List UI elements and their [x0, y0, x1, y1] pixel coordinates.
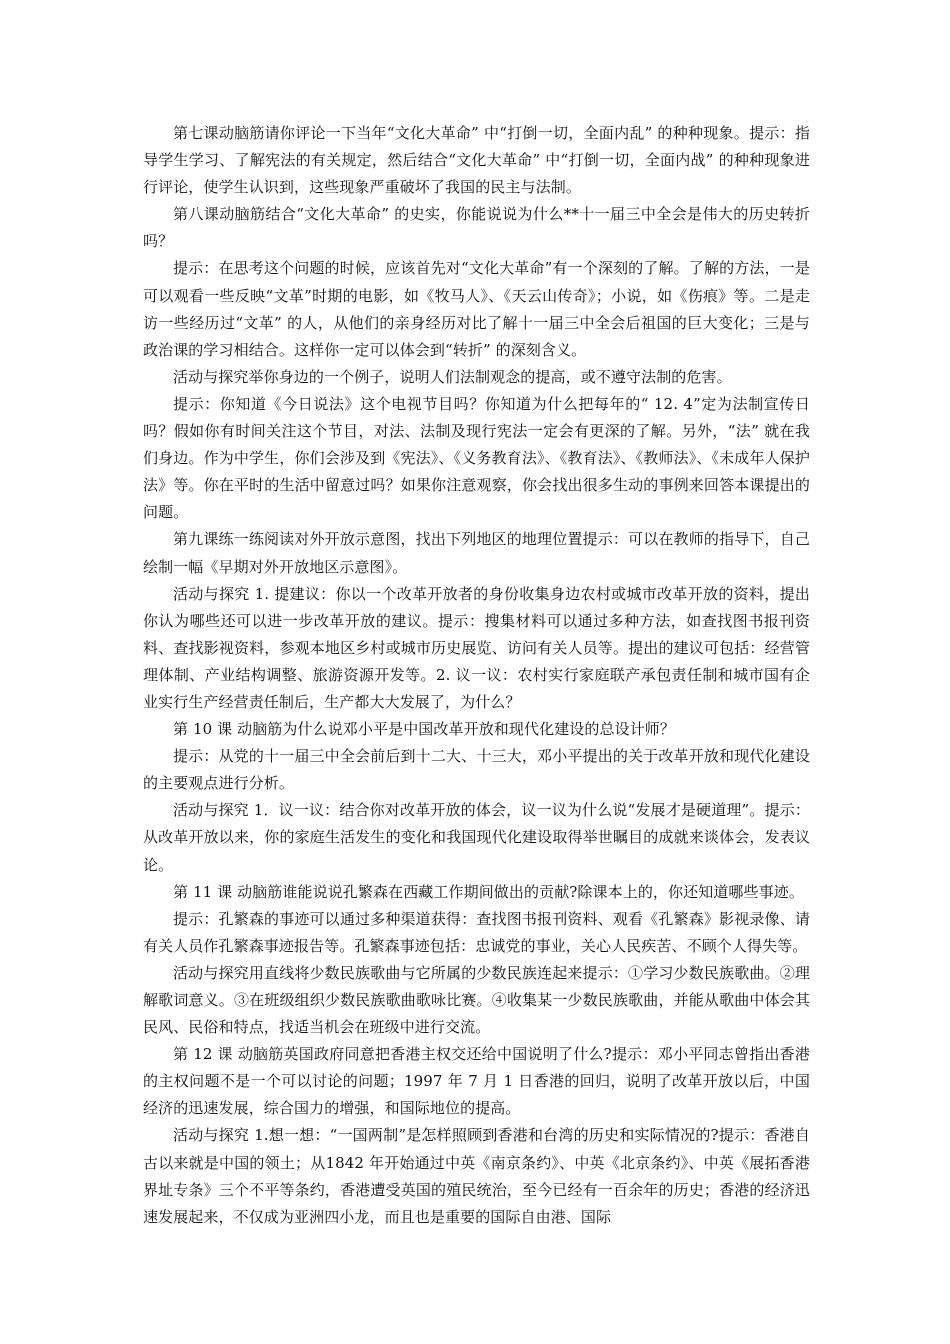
paragraph-lesson10: 第 10 课 动脑筋为什么说邓小平是中国改革开放和现代化建设的总设计师？ [173, 720, 675, 739]
paragraph-lesson12: 第 12 课 动脑筋英国政府同意把香港主权交还给中国说明了什么?提示：邓小平同志曾指出香港的主权问题不是一个可以讨论的问题；1997 年 7 月 1 日香港的回归，说明了改革开放以后，中国经济的迅速发展，综合国力的增强，和国际地位的提高。 [143, 1045, 810, 1118]
paragraph-lesson11-activity: 活动与探究用直线将少数民族歌曲与它所属的少数民族连起来提示：①学习少数民族歌曲。②理解歌词意义。③在班级组织少数民族歌曲歌咏比赛。④收集某一少数民族歌曲，并能从歌曲中体会其民风、民俗和特点，找适当机会在班级中进行交流。 [143, 963, 810, 1037]
paragraph-lesson10-hint: 提示：从党的十一届三中全会前后到十二大、十三大，邓小平提出的关于改革开放和现代化建设的主要观点进行分析。 [143, 747, 810, 793]
document-body [143, 120, 810, 1231]
paragraph-lesson9: 第九课练一练阅读对外开放示意图，找出下列地区的地理位置提示：可以在教师的指导下，自己绘制一幅《早期对外开放地区示意图》。 [143, 530, 810, 576]
paragraph-lesson8-activity-hint: 提示：你知道《今日说法》这个电视节目吗？你知道为什么把每年的“ 12. 4”定为法制宣传日吗？假如你有时间关注这个节目，对法、法制及现行宪法一定会有更深的了解。另外，“法” 就在我们身边。作为中学生，你们会涉及到《宪法》、《义务教育法》、《教育法》、《教师法》、《未成年人保护法》等。你在平时的生活中留意过吗？如果你注意观察，你会找出很多生动的事例来回答本课提出的问题。 [143, 394, 810, 522]
paragraph-lesson8: 第八课动脑筋结合“文化大革命” 的史实，你能说说为什么**十一届三中全会是伟大的历史转折吗？ [143, 205, 810, 251]
paragraph-lesson11: 第 11 课 动脑筋谁能说说孔繁森在西藏工作期间做出的贡献?除课本上的，你还知道哪些事迹。 [173, 882, 804, 901]
paragraph-lesson8-activity: 活动与探究举你身边的一个例子，说明人们法制观念的提高，或不遵守法制的危害。 [173, 367, 732, 386]
paragraph-lesson8-hint: 提示：在思考这个问题的时候，应该首先对“文化大革命”有一个深刻的了解。了解的方法，一是可以观看一些反映“文革”时期的电影，如《牧马人》、《天云山传奇》；小说，如《伤痕》等。二是走访一些经历过“文革” 的人，从他们的亲身经历对比了解十一届三中全会后祖国的巨大变化；三是与政治课的学习相结合。这样你一定可以体会到“转折” 的深刻含义。 [143, 259, 810, 359]
paragraph-lesson11-hint: 提示：孔繁森的事迹可以通过多种渠道获得：查找图书报刊资料、观看《孔繁森》影视录像、请有关人员作孔繁森事迹报告等。孔繁森事迹包括：忠诚党的事业，关心人民疾苦、不顾个人得失等。 [143, 909, 810, 955]
paragraph-lesson9-activity: 活动与探究 1. 提建议：你以一个改革开放者的身份收集身边农村或城市改革开放的资料，提出你认为哪些还可以进一步改革开放的建议。提示：搜集材料可以通过多种方法，如查找图书报刊资料、查找影视资料，参观本地区乡村或城市历史展览、访问有关人员等。提出的建议可包括：经营管理体制、产业结构调整、旅游资源开发等。2. 议一议：农村实行家庭联产承包责任制和城市国有企业实行生产经营责任制后，生产都大大发展了，为什么？ [143, 584, 810, 711]
paragraph-lesson10-activity: 活动与探究 1．议一议：结合你对改革开放的体会，议一议为什么说“发展才是硬道理”。提示：从改革开放以来，你的家庭生活发生的变化和我国现代化建设取得举世瞩目的成就来谈体会，发表议论。 [143, 801, 810, 874]
paragraph-lesson7: 第七课动脑筋请你评论一下当年“文化大革命” 中“打倒一切，全面内乱” 的种种现象。提示：指导学生学习、了解宪法的有关规定，然后结合“文化大革命” 中“打倒一切，全面内战” 的种种现象进行评论，使学生认识到，这些现象严重破坏了我国的民主与法制。 [143, 124, 810, 197]
paragraph-lesson12-activity: 活动与探究 1.想一想：“一国两制”是怎样照顾到香港和台湾的历史和实际情况的?提示：香港自古以来就是中国的领土；从1842 年开始通过中英《南京条约》、中英《北京条约》、中英《展拓香港界址专条》三个不平等条约，香港遭受英国的殖民统治，至今已经有一百余年的历史；香港的经济迅速发展起来，不仅成为亚洲四小龙，而且也是重要的国际自由港、国际 [143, 1126, 810, 1226]
